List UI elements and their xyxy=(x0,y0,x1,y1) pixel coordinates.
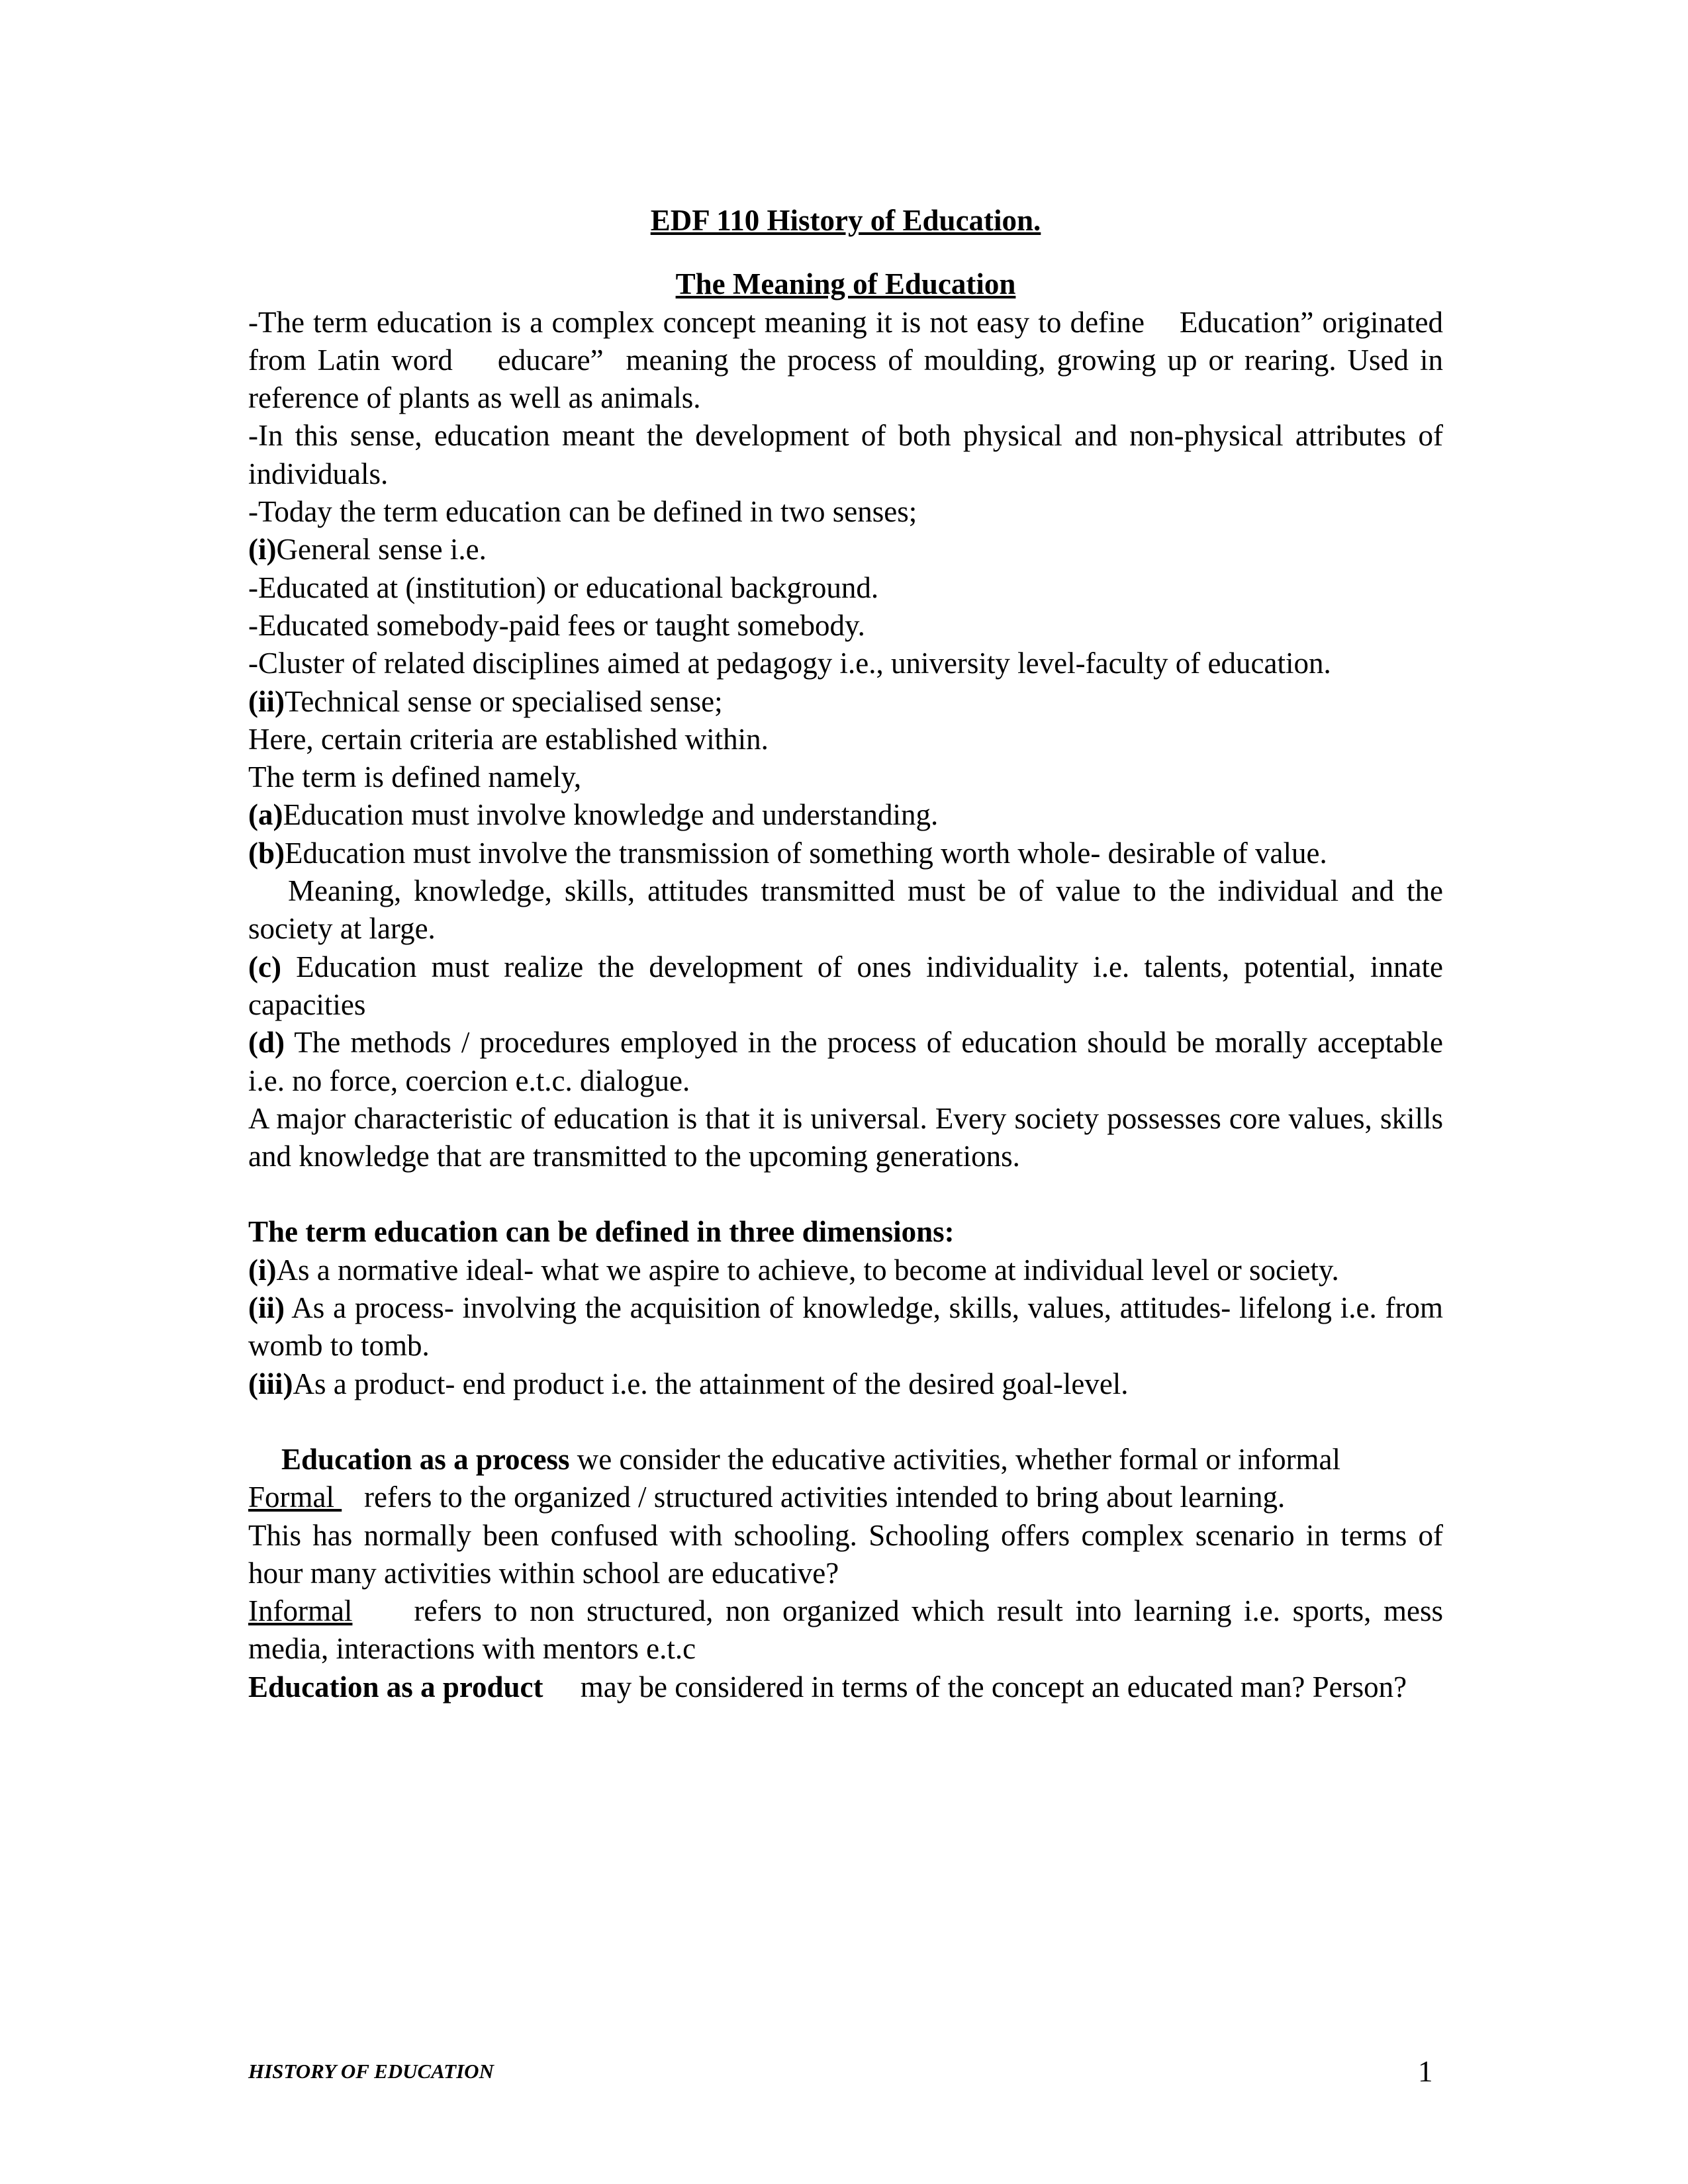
criterion-b: (b)Education must involve the transmission of something worth whole- desirable of value. xyxy=(248,836,1327,870)
education-product-paragraph: Education as a product may be considered in terms of the concept an educated man? Person? xyxy=(248,1670,1407,1704)
general-sense-point: -Educated at (institution) or educational background. xyxy=(248,570,879,604)
page-number: 1 xyxy=(1418,2055,1433,2088)
criteria-lead: The term is defined namely, xyxy=(248,760,582,794)
page-content xyxy=(248,202,1451,1706)
list-marker: (i) xyxy=(248,533,277,567)
list-marker: (ii) xyxy=(248,1291,285,1325)
section-title: The Meaning of Education xyxy=(675,267,1016,301)
schooling-paragraph: This has normally been confused with schooling. Schooling offers complex scenario in terms of hour many activities within school are educative? xyxy=(248,1518,1443,1590)
dimension-process: (ii) As a process- involving the acquisition of knowledge, skills, values, attitudes- lifelong i.e. from womb to tomb. xyxy=(248,1291,1451,1363)
formal-paragraph: Formal refers to the organized / structured activities intended to bring about learning. xyxy=(248,1480,1286,1514)
informal-term: Informal xyxy=(248,1594,353,1628)
general-sense-point: -Educated somebody-paid fees or taught somebody. xyxy=(248,608,865,642)
paragraph-definition: -The term education is a complex concept meaning it is not easy to define Education” originated from Latin word educare” meaning the process of moulding, growing up or rearing. Used in reference of plants as well as animals. xyxy=(248,305,1451,415)
paragraph-sense: -In this sense, education meant the development of both physical and non-physical attributes of individuals. xyxy=(248,419,1443,490)
spacer xyxy=(248,1403,1443,1441)
criteria-intro: Here, certain criteria are established within. xyxy=(248,722,769,756)
list-marker: (a) xyxy=(248,798,283,832)
running-footer-title: HISTORY OF EDUCATION xyxy=(248,2060,494,2083)
formal-term: Formal xyxy=(248,1480,342,1514)
informal-paragraph: Informal refers to non structured, non organized which result into learning i.e. sports, mess media, interactions with mentors e.t.c xyxy=(248,1594,1451,1666)
list-marker: (ii) xyxy=(248,684,285,718)
list-marker: (i) xyxy=(248,1253,277,1287)
spacer xyxy=(248,1175,1443,1213)
dimension-product: (iii)As a product- end product i.e. the attainment of the desired goal-level. xyxy=(248,1367,1129,1400)
general-sense-point: -Cluster of related disciplines aimed at pedagogy i.e., university level-faculty of education. xyxy=(248,647,1331,680)
paragraph-two-senses: -Today the term education can be defined in two senses; xyxy=(248,495,917,529)
list-marker: (b) xyxy=(248,836,285,870)
criterion-d: (d) The methods / procedures employed in the process of education should be morally acceptable i.e. no force, coercion e.t.c. dialogue. xyxy=(248,1026,1451,1097)
criterion-c: (c) Education must realize the development of ones individuality i.e. talents, potential, innate capacities xyxy=(248,950,1451,1021)
list-marker: (d) xyxy=(248,1026,285,1060)
dimensions-heading: The term education can be defined in three dimensions: xyxy=(248,1215,955,1249)
paragraph-universal: A major characteristic of education is that it is universal. Every society possesses core values, skills and knowledge that are transmitted to the upcoming generations. xyxy=(248,1101,1443,1173)
list-marker: (iii) xyxy=(248,1367,293,1400)
course-title: EDF 110 History of Education. xyxy=(650,204,1041,237)
criterion-a: (a)Education must involve knowledge and understanding. xyxy=(248,798,939,832)
education-process-paragraph: Education as a process we consider the educative activities, whether formal or informal xyxy=(281,1442,1341,1476)
list-marker: (c) xyxy=(248,950,281,983)
technical-sense-item: (ii)Technical sense or specialised sense; xyxy=(248,684,723,718)
dimension-normative: (i)As a normative ideal- what we aspire to achieve, to become at individual level or society. xyxy=(248,1253,1339,1287)
criterion-b-note: Meaning, knowledge, skills, attitudes transmitted must be of value to the individual and the society at large. xyxy=(248,874,1443,946)
general-sense-item: (i)General sense i.e. xyxy=(248,533,487,567)
